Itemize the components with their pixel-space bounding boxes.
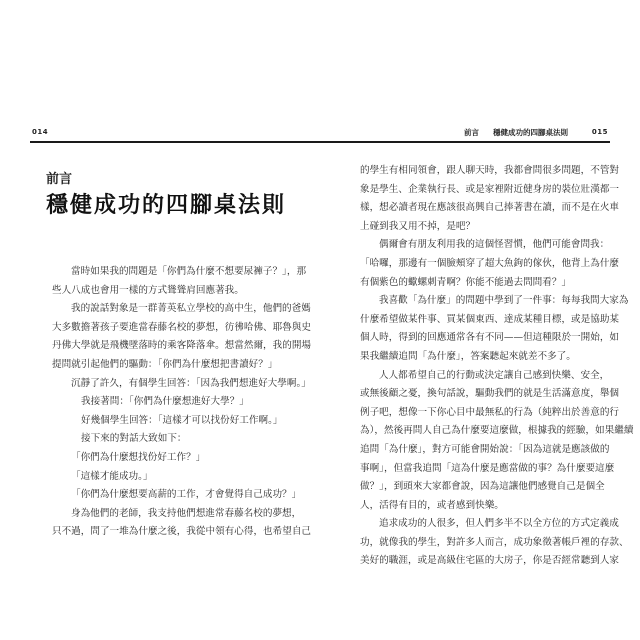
left-header-rule — [30, 141, 320, 143]
text-line: 追問「為什麼」，對方可能會開始說：「因為這就是應該做的 — [360, 443, 610, 455]
text-line: 大多數擔著孩子要進當春藤名校的夢想，彷彿哈佛、耶魯與史 — [52, 321, 312, 333]
text-line: 沉靜了許久，有個學生回答：「因為我們想進好大學啊。」 — [71, 377, 311, 389]
text-line: 身為他們的老師，我支持他們想進常春藤名校的夢想， — [71, 507, 302, 519]
text-line: 事啊」，但當我追問「這為什麼是應當做的事？為什麼要這麼 — [360, 462, 615, 474]
chapter-label: 前言 — [46, 172, 73, 187]
text-line: 追求成功的人很多，但人們多半不以全方位的方式定義成 — [379, 518, 619, 530]
right-page-number: 015 — [591, 128, 608, 136]
right-header-rule — [320, 141, 610, 143]
chapter-title: 穩健成功的四腳桌法則 — [46, 192, 287, 218]
text-line: 為），然後再問人自己為什麼要這麼做，根據我的經驗，如果繼續 — [360, 425, 634, 437]
text-line: 有個紫色的蠍螺刺青啊？你能不能過去問問看？」 — [360, 276, 572, 288]
text-line: 只不過，問了一堆為什麼之後，我從中領有心得，也希望自己 — [52, 526, 312, 538]
text-line: 果我繼續追問「為什麼」，答案聽起來就差不多了。 — [360, 350, 576, 362]
left-body-text — [52, 263, 311, 542]
text-line: 什麼希望做某件事、買某個東西、達成某種目標，或是協助某 — [360, 313, 620, 325]
text-line: 好幾個學生回答：「這樣才可以找份好工作啊。」 — [81, 414, 283, 426]
text-line: 「你們為什麼想找份好工作？」 — [71, 451, 206, 463]
right-body-text — [360, 162, 633, 571]
text-line: 接下來的對話大致如下： — [81, 433, 187, 445]
text-line: 樣，想必讀者現在應該很高興自己捧著書在讀，而不是在火車 — [360, 202, 620, 214]
text-line: 丹佛大學就是飛機墜落時的乘客降落傘。想當然爾，我的開場 — [52, 340, 312, 352]
text-line: 人人都希望自己的行動或決定讓自己感到快樂、安全， — [379, 369, 610, 381]
text-line: 「哈囉，那邊有一個臉頰穿了超大魚鉤的傢伙，他背上為什麼 — [360, 257, 620, 269]
text-line: 例子吧，想像一下你心目中最無私的行為（純粹出於善意的行 — [360, 406, 620, 418]
text-line: 人，活得有目的，或者感到快樂。 — [360, 499, 504, 511]
text-line: 「這樣才能成功。」 — [71, 470, 153, 482]
left-page-number: 014 — [32, 128, 49, 136]
text-line: 些人八成也會用一樣的方式聳聳肩回應著我。 — [52, 284, 244, 296]
text-line: 的學生有相同領會，跟人聊天時，我都會問很多問題，不管對 — [360, 165, 620, 176]
text-line: 當時如果我的問題是「你們為什麼不想要尿褲子？」，那 — [71, 266, 307, 277]
text-line: 「你們為什麼想要高薪的工作，才會覺得自己成功？」 — [71, 489, 302, 501]
text-line: 上碰到我又用不掉，是吧？ — [360, 220, 476, 232]
text-line: 美好的職涯，或是高級住宅區的大房子，你是否經常聽到人家 — [360, 555, 620, 567]
text-line: 我的說話對象是一群菁英私立學校的高中生，他們的爸媽 — [71, 303, 311, 315]
text-line: 偶爾會有朋友利用我的這個怪習慣，他們可能會問我： — [379, 239, 610, 251]
text-line: 提問就引起他們的驅動：「你們為什麼想把書讀好？」 — [52, 358, 278, 370]
text-line: 做？」，到頭來大家都會說，因為這讓他們感覺自己是個全 — [360, 481, 605, 493]
text-line: 功，就像我的學生，對許多人而言，成功象徵著帳戶裡的存款、 — [360, 536, 629, 548]
text-line: 或無後顧之憂，換句話說，驅動我們的就是生活滿意度，舉個 — [360, 388, 620, 400]
right-page — [320, 0, 640, 640]
text-line: 個人時，得到的回應通常各有不同——但這種限於一開始，如 — [360, 332, 620, 344]
running-head — [464, 127, 568, 138]
running-head-label: 前言 — [464, 128, 479, 137]
text-line: 象是學生、企業執行長、或是家裡附近健身房的裝位壯漢都一 — [360, 183, 620, 195]
text-line: 我喜歡「為什麼」的問題中學到了一件事：每每我問大家為 — [379, 295, 629, 307]
running-head-title: 穩健成功的四腳桌法則 — [493, 128, 568, 137]
text-line: 我接著問：「你們為什麼想進好大學？」 — [81, 396, 249, 408]
